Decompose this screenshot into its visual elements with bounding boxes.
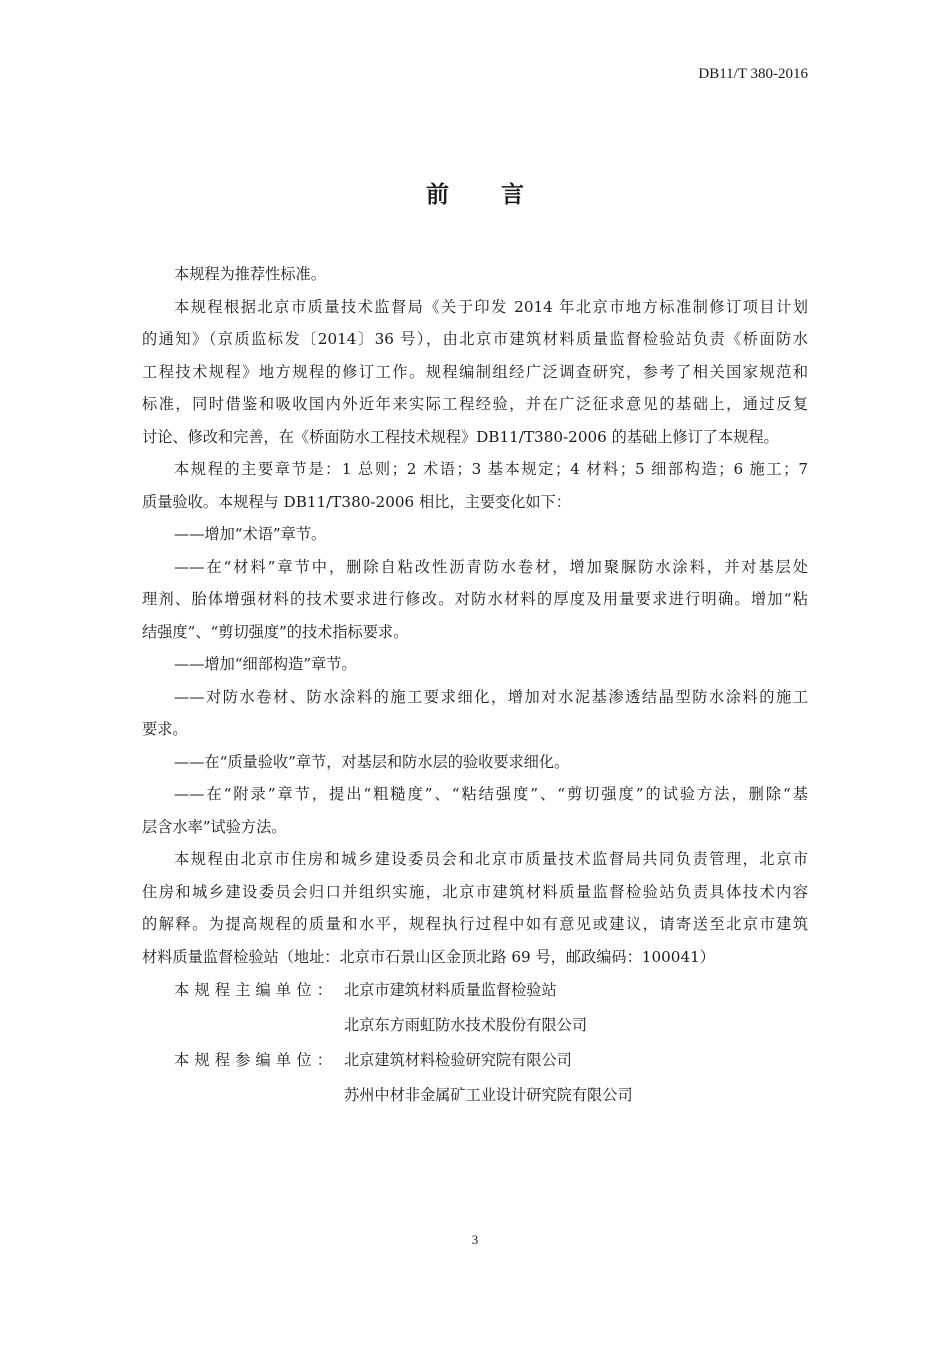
chief-unit-row (142, 973, 808, 1008)
chief-unit-row (142, 1008, 808, 1043)
paragraph-line: 本规程由北京市住房和城乡建设委员会和北京市质量技术监督局共同负责管理，北京市 (174, 850, 808, 868)
paragraph-line: 材料质量监督检验站（地址：北京市石景山区金顶北路 69 号，邮政编码：100041） (142, 947, 715, 966)
page-number: 3 (471, 1232, 479, 1247)
chief-unit-label: 本规程主编单位： (174, 981, 338, 999)
participating-unit-name: 苏州中材非金属矿工业设计研究院有限公司 (344, 1086, 633, 1104)
change-item: ——在“材料”章节中，删除自粘改性沥青防水卷材，增加聚脲防水涂料，并对基层处 (174, 557, 808, 576)
change-item-line: 理剂、胎体增强材料的技术要求进行修改。对防水材料的厚度及用量要求进行明确。增加“粘 (142, 590, 808, 608)
change-item: ——增加“术语”章节。 (174, 525, 327, 543)
paragraph-line: 工程技术规程》地方规程的修订工作。规程编制组经广泛调查研究，参考了相关国家规范和 (142, 362, 808, 381)
change-item-line: 层含水率”试验方法。 (142, 817, 287, 836)
change-item: ——在“质量验收”章节，对基层和防水层的验收要求细化。 (174, 752, 570, 771)
participating-unit-row (142, 1078, 808, 1113)
chief-unit-name: 北京市建筑材料质量监督检验站 (344, 981, 557, 999)
change-item-line: 结强度”、“剪切强度”的技术指标要求。 (142, 622, 409, 641)
participating-unit-label: 本规程参编单位： (174, 1051, 338, 1069)
page-title: 前言 (426, 182, 576, 208)
standard-code: DB11/T 380-2016 (698, 66, 808, 82)
change-item: ——在“附录”章节，提出“粗糙度”、“粘结强度”、“剪切强度”的试验方法，删除“基 (174, 785, 808, 803)
paragraph-line: 本规程为推荐性标准。 (174, 265, 326, 283)
paragraph-line: 标准，同时借鉴和吸收国内外近年来实际工程经验，并在广泛征求意见的基础上，通过反复 (142, 395, 808, 413)
paragraph-line: 本规程根据北京市质量技术监督局《关于印发 2014 年北京市地方标准制修订项目计划 (174, 297, 808, 316)
paragraph-line: 的解释。为提高规程的质量和水平，规程执行过程中如有意见或建议，请寄送至北京市建筑 (142, 915, 808, 933)
change-item: ——对防水卷材、防水涂料的施工要求细化，增加对水泥基渗透结晶型防水涂料的施工 (174, 687, 808, 706)
foreword-body (142, 258, 808, 1113)
change-item: ——增加“细部构造”章节。 (174, 655, 357, 673)
participating-unit-row (142, 1043, 808, 1078)
paragraph-line: 讨论、修改和完善，在《桥面防水工程技术规程》DB11/T380-2006 的基础上修订了本规程。 (142, 427, 779, 446)
chief-unit-name: 北京东方雨虹防水技术股份有限公司 (344, 1016, 587, 1034)
change-item-line: 要求。 (142, 720, 188, 738)
paragraph-line: 住房和城乡建设委员会归口并组织实施，北京市建筑材料质量监督检验站负责具体技术内容 (142, 882, 808, 901)
paragraph-line: 的通知》（京质监标发〔2014〕36 号），由北京市建筑材料质量监督检验站负责《桥面防水 (142, 330, 808, 348)
paragraph-line: 质量验收。本规程与 DB11/T380-2006 相比，主要变化如下： (142, 492, 571, 511)
participating-unit-name: 北京建筑材料检验研究院有限公司 (344, 1051, 572, 1069)
paragraph-line: 本规程的主要章节是：1 总则；2 术语；3 基本规定；4 材料；5 细部构造；6 施工；7 (174, 460, 808, 478)
